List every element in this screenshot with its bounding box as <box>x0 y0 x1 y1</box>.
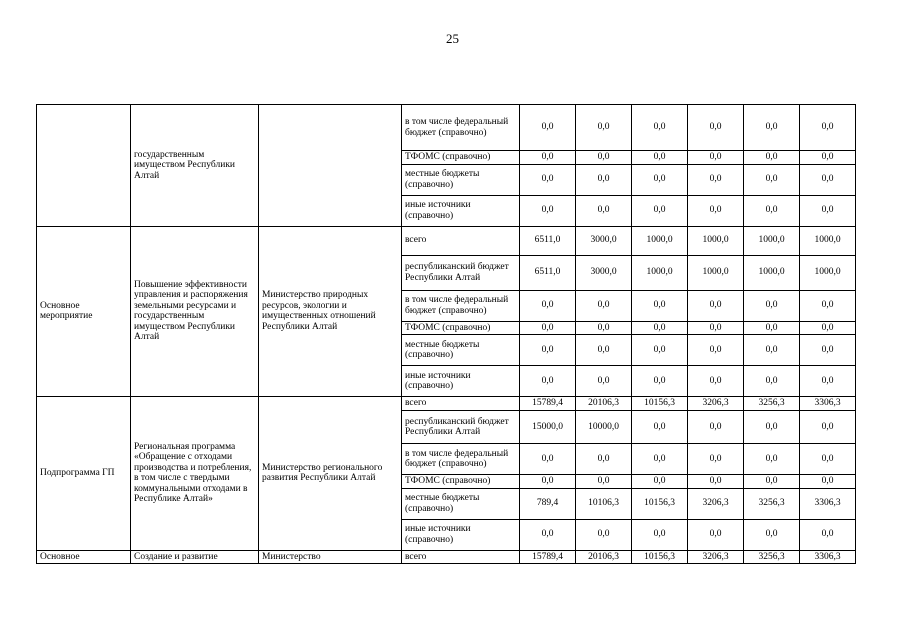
amount-cell: 0,0 <box>632 290 688 321</box>
funding-source-cell: республиканский бюджет Республики Алтай <box>402 411 520 444</box>
amount-cell: 0,0 <box>632 411 688 444</box>
table-row <box>37 397 856 411</box>
amount-cell: 0,0 <box>800 290 856 321</box>
amount-cell: 1000,0 <box>800 226 856 255</box>
amount-cell: 6511,0 <box>520 226 576 255</box>
amount-cell: 0,0 <box>576 164 632 195</box>
amount-cell: 15789,4 <box>520 397 576 411</box>
amount-cell: 0,0 <box>520 290 576 321</box>
amount-cell: 0,0 <box>800 151 856 165</box>
amount-cell: 1000,0 <box>800 255 856 290</box>
amount-cell: 0,0 <box>520 321 576 335</box>
budget-table <box>36 104 856 564</box>
amount-cell: 0,0 <box>744 519 800 550</box>
amount-cell: 1000,0 <box>688 226 744 255</box>
amount-cell: 10156,3 <box>632 397 688 411</box>
amount-cell: 0,0 <box>744 335 800 366</box>
amount-cell: 0,0 <box>576 444 632 475</box>
amount-cell: 0,0 <box>576 105 632 151</box>
amount-cell: 0,0 <box>576 290 632 321</box>
amount-cell: 3256,3 <box>744 397 800 411</box>
activity-name-cell: Повышение эффективности управления и распоряжения земельными ресурсами и государственным имуществом Республики Алтай <box>131 226 259 397</box>
amount-cell: 0,0 <box>688 475 744 489</box>
amount-cell: 0,0 <box>688 290 744 321</box>
amount-cell: 0,0 <box>744 366 800 397</box>
amount-cell: 0,0 <box>576 195 632 226</box>
amount-cell: 0,0 <box>688 411 744 444</box>
page-number: 25 <box>446 31 459 46</box>
amount-cell: 0,0 <box>576 151 632 165</box>
activity-type-cell: Основное <box>37 550 131 564</box>
funding-source-cell: местные бюджеты (справочно) <box>402 488 520 519</box>
amount-cell: 0,0 <box>520 366 576 397</box>
amount-cell: 20106,3 <box>576 550 632 564</box>
funding-source-cell: ТФОМС (справочно) <box>402 151 520 165</box>
amount-cell: 0,0 <box>632 366 688 397</box>
amount-cell: 0,0 <box>520 335 576 366</box>
executor-cell: Министерство <box>259 550 402 564</box>
amount-cell: 0,0 <box>688 195 744 226</box>
funding-source-cell: республиканский бюджет Республики Алтай <box>402 255 520 290</box>
amount-cell: 20106,3 <box>576 397 632 411</box>
activity-name-cell: государственным имуществом Республики Алтай <box>131 105 259 227</box>
amount-cell: 3256,3 <box>744 550 800 564</box>
amount-cell: 3306,3 <box>800 397 856 411</box>
amount-cell: 10000,0 <box>576 411 632 444</box>
funding-source-cell: ТФОМС (справочно) <box>402 475 520 489</box>
amount-cell: 0,0 <box>632 444 688 475</box>
amount-cell: 0,0 <box>632 475 688 489</box>
amount-cell: 3000,0 <box>576 255 632 290</box>
funding-source-cell: иные источники (справочно) <box>402 195 520 226</box>
amount-cell: 10156,3 <box>632 488 688 519</box>
funding-source-cell: ТФОМС (справочно) <box>402 321 520 335</box>
amount-cell: 0,0 <box>632 164 688 195</box>
amount-cell: 0,0 <box>744 475 800 489</box>
table-row <box>37 550 856 564</box>
amount-cell: 0,0 <box>744 321 800 335</box>
amount-cell: 0,0 <box>744 164 800 195</box>
amount-cell: 0,0 <box>688 335 744 366</box>
amount-cell: 0,0 <box>688 151 744 165</box>
amount-cell: 0,0 <box>520 519 576 550</box>
amount-cell: 3306,3 <box>800 488 856 519</box>
amount-cell: 1000,0 <box>688 255 744 290</box>
amount-cell: 0,0 <box>520 195 576 226</box>
amount-cell: 15000,0 <box>520 411 576 444</box>
funding-source-cell: всего <box>402 397 520 411</box>
amount-cell: 0,0 <box>688 519 744 550</box>
amount-cell: 1000,0 <box>744 226 800 255</box>
amount-cell: 0,0 <box>520 444 576 475</box>
amount-cell: 0,0 <box>744 151 800 165</box>
amount-cell: 0,0 <box>576 475 632 489</box>
amount-cell: 0,0 <box>520 164 576 195</box>
executor-cell: Министерство регионального развития Республики Алтай <box>259 397 402 551</box>
amount-cell: 1000,0 <box>632 255 688 290</box>
amount-cell: 0,0 <box>800 195 856 226</box>
amount-cell: 10106,3 <box>576 488 632 519</box>
amount-cell: 0,0 <box>688 366 744 397</box>
funding-source-cell: в том числе федеральный бюджет (справочно) <box>402 290 520 321</box>
amount-cell: 1000,0 <box>632 226 688 255</box>
activity-name-cell: Региональная программа «Обращение с отходами производства и потребления, в том числе с твердыми коммунальными отходами в Республике Алтай» <box>131 397 259 551</box>
amount-cell: 0,0 <box>576 519 632 550</box>
amount-cell: 15789,4 <box>520 550 576 564</box>
amount-cell: 0,0 <box>520 105 576 151</box>
amount-cell: 0,0 <box>800 164 856 195</box>
amount-cell: 0,0 <box>744 195 800 226</box>
activity-type-cell: Подпрограмма ГП <box>37 397 131 551</box>
amount-cell: 0,0 <box>576 335 632 366</box>
amount-cell: 0,0 <box>688 321 744 335</box>
funding-source-cell: в том числе федеральный бюджет (справочно) <box>402 105 520 151</box>
amount-cell: 0,0 <box>800 366 856 397</box>
table-row <box>37 105 856 151</box>
activity-type-cell: Основное мероприятие <box>37 226 131 397</box>
amount-cell: 0,0 <box>632 519 688 550</box>
executor-cell <box>259 105 402 227</box>
amount-cell: 0,0 <box>800 519 856 550</box>
amount-cell: 0,0 <box>576 321 632 335</box>
funding-source-cell: местные бюджеты (справочно) <box>402 335 520 366</box>
amount-cell: 0,0 <box>800 321 856 335</box>
amount-cell: 3206,3 <box>688 397 744 411</box>
amount-cell: 789,4 <box>520 488 576 519</box>
amount-cell: 0,0 <box>632 151 688 165</box>
amount-cell: 0,0 <box>632 335 688 366</box>
funding-source-cell: всего <box>402 226 520 255</box>
amount-cell: 0,0 <box>800 411 856 444</box>
amount-cell: 0,0 <box>688 164 744 195</box>
amount-cell: 0,0 <box>688 105 744 151</box>
amount-cell: 3256,3 <box>744 488 800 519</box>
amount-cell: 0,0 <box>744 290 800 321</box>
funding-source-cell: иные источники (справочно) <box>402 519 520 550</box>
amount-cell: 3000,0 <box>576 226 632 255</box>
amount-cell: 0,0 <box>800 105 856 151</box>
amount-cell: 10156,3 <box>632 550 688 564</box>
amount-cell: 0,0 <box>744 444 800 475</box>
amount-cell: 3306,3 <box>800 550 856 564</box>
amount-cell: 3206,3 <box>688 488 744 519</box>
funding-source-cell: иные источники (справочно) <box>402 366 520 397</box>
amount-cell: 0,0 <box>744 411 800 444</box>
amount-cell: 0,0 <box>632 195 688 226</box>
amount-cell: 0,0 <box>520 151 576 165</box>
amount-cell: 1000,0 <box>744 255 800 290</box>
amount-cell: 0,0 <box>744 105 800 151</box>
amount-cell: 0,0 <box>632 105 688 151</box>
funding-source-cell: всего <box>402 550 520 564</box>
amount-cell: 0,0 <box>800 335 856 366</box>
amount-cell: 0,0 <box>688 444 744 475</box>
activity-name-cell: Создание и развитие <box>131 550 259 564</box>
executor-cell: Министерство природных ресурсов, экологии и имущественных отношений Республики Алтай <box>259 226 402 397</box>
amount-cell: 0,0 <box>632 321 688 335</box>
amount-cell: 6511,0 <box>520 255 576 290</box>
activity-type-cell <box>37 105 131 227</box>
amount-cell: 0,0 <box>800 475 856 489</box>
amount-cell: 0,0 <box>520 475 576 489</box>
amount-cell: 0,0 <box>576 366 632 397</box>
funding-source-cell: в том числе федеральный бюджет (справочно) <box>402 444 520 475</box>
table-row <box>37 226 856 255</box>
funding-source-cell: местные бюджеты (справочно) <box>402 164 520 195</box>
amount-cell: 3206,3 <box>688 550 744 564</box>
amount-cell: 0,0 <box>800 444 856 475</box>
